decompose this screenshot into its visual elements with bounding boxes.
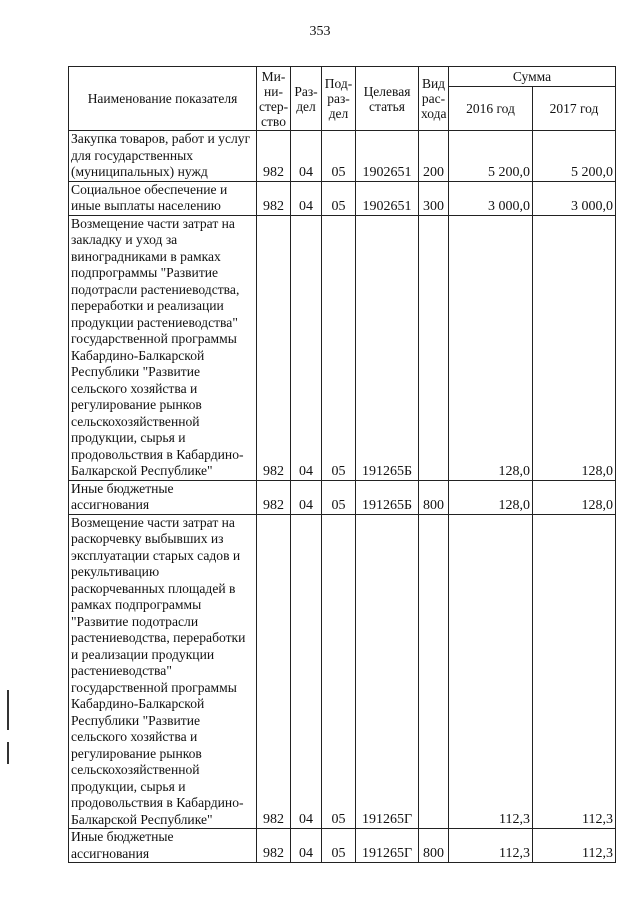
table-row	[69, 480, 616, 514]
row-name: Иные бюджетные ассигнования	[69, 829, 257, 863]
row-amount-2016: 128,0	[449, 215, 533, 480]
header-name: Наименование показателя	[69, 67, 257, 131]
row-ministry: 982	[257, 181, 291, 215]
row-section: 04	[291, 829, 322, 863]
scan-edge-mark	[7, 742, 9, 764]
row-amount-2017: 128,0	[533, 480, 616, 514]
header-sum: Сумма	[449, 67, 616, 87]
table-row	[69, 131, 616, 182]
row-subsection: 05	[322, 181, 356, 215]
row-section: 04	[291, 215, 322, 480]
row-expense-type: 800	[419, 480, 449, 514]
header-year-2017: 2017 год	[533, 87, 616, 131]
row-section: 04	[291, 131, 322, 182]
row-amount-2017: 128,0	[533, 215, 616, 480]
row-amount-2016: 5 200,0	[449, 131, 533, 182]
row-expense-type: 800	[419, 829, 449, 863]
row-amount-2016: 112,3	[449, 829, 533, 863]
table-row	[69, 215, 616, 480]
row-expense-type	[419, 514, 449, 829]
row-amount-2016: 112,3	[449, 514, 533, 829]
row-target: 191265Г	[356, 829, 419, 863]
header-expense-type: Вид рас-хода	[419, 67, 449, 131]
row-expense-type: 300	[419, 181, 449, 215]
scan-edge-mark	[7, 690, 9, 730]
row-ministry: 982	[257, 480, 291, 514]
row-section: 04	[291, 181, 322, 215]
row-name: Социальное обеспечение и иные выплаты населению	[69, 181, 257, 215]
header-subsection: Под-раз-дел	[322, 67, 356, 131]
row-name: Возмещение части затрат на закладку и уход за виноградниками в рамках подпрограммы "Развитие подотрасли растениеводства, переработки и реализации продукции растениеводства" государственной программы Кабардино-Балкарской Республики "Развитие сельского хозяйства и регулирование рынков сельскохозяйственной продукции, сырья и продовольствия в Кабардино-Балкарской Республике"	[69, 215, 257, 480]
budget-table	[68, 66, 616, 863]
row-target: 1902651	[356, 181, 419, 215]
row-ministry: 982	[257, 514, 291, 829]
row-subsection: 05	[322, 514, 356, 829]
row-ministry: 982	[257, 131, 291, 182]
row-section: 04	[291, 514, 322, 829]
row-subsection: 05	[322, 131, 356, 182]
row-ministry: 982	[257, 215, 291, 480]
row-amount-2017: 112,3	[533, 829, 616, 863]
header-year-2016: 2016 год	[449, 87, 533, 131]
row-target: 191265Б	[356, 215, 419, 480]
row-target: 1902651	[356, 131, 419, 182]
header-target: Целевая статья	[356, 67, 419, 131]
row-subsection: 05	[322, 215, 356, 480]
table-row	[69, 181, 616, 215]
row-expense-type: 200	[419, 131, 449, 182]
header-section: Раз-дел	[291, 67, 322, 131]
row-amount-2017: 112,3	[533, 514, 616, 829]
header-row	[69, 67, 616, 87]
row-expense-type	[419, 215, 449, 480]
table-row	[69, 829, 616, 863]
row-name: Возмещение части затрат на раскорчевку выбывших из эксплуатации старых садов и рекультивацию раскорчеванных площадей в рамках подпрограммы "Развитие подотрасли растениеводства, переработки и реализации продукции растениеводства" государственной программы Кабардино-Балкарской Республики "Развитие сельского хозяйства и регулирование рынков сельскохозяйственной продукции, сырья и продовольствия в Кабардино-Балкарской Республике"	[69, 514, 257, 829]
row-target: 191265Б	[356, 480, 419, 514]
row-amount-2016: 128,0	[449, 480, 533, 514]
row-name: Иные бюджетные ассигнования	[69, 480, 257, 514]
row-subsection: 05	[322, 829, 356, 863]
row-name: Закупка товаров, работ и услуг для государственных (муниципальных) нужд	[69, 131, 257, 182]
row-subsection: 05	[322, 480, 356, 514]
header-ministry: Ми-ни-стер-ство	[257, 67, 291, 131]
row-target: 191265Г	[356, 514, 419, 829]
table-row	[69, 514, 616, 829]
row-amount-2017: 3 000,0	[533, 181, 616, 215]
row-amount-2017: 5 200,0	[533, 131, 616, 182]
page-number: 353	[309, 24, 331, 39]
row-section: 04	[291, 480, 322, 514]
row-ministry: 982	[257, 829, 291, 863]
row-amount-2016: 3 000,0	[449, 181, 533, 215]
